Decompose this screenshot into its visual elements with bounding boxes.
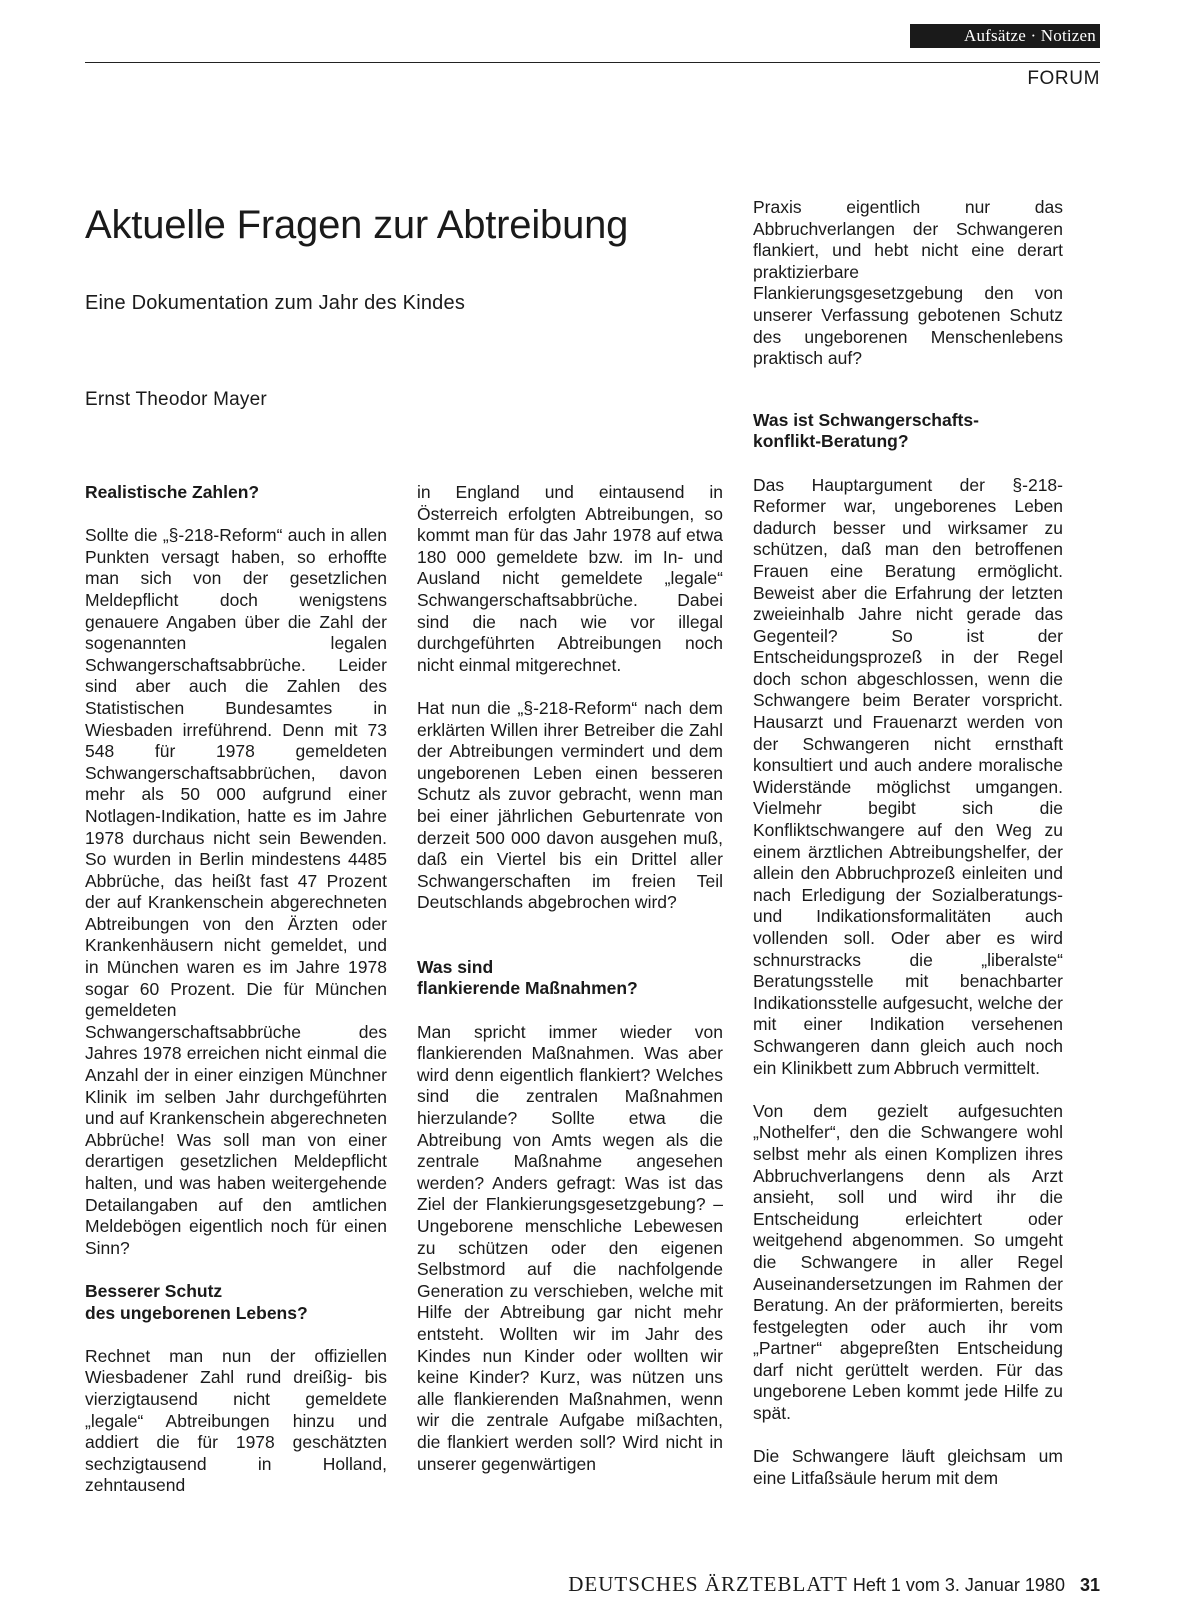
article-subtitle: Eine Dokumentation zum Jahr des Kindes xyxy=(85,292,466,314)
body-paragraph: Rechnet man nun der offiziellen Wiesbadener Zahl rund dreißig- bis vierzigtausend nicht gemeldete „legale“ Abtreibungen hinzu und addiert die für 1978 geschätzten sechzigtausend in Holland, zehntausend xyxy=(85,1345,387,1496)
body-paragraph: Das Hauptargument der §-218-Reformer war, ungeborenes Leben dadurch besser und wirksamer zu schützen, daß man den betroffenen Frauen eine Beratung ermöglicht. Beweist aber die Erfahrung der letzten zweieinhalb Jahre nicht gerade das Gegenteil? So ist der Entscheidungsprozeß in der Regel doch schon abgeschlossen, wenn die Schwangere beim Berater vorspricht. Hausarzt und Frauenarzt werden von der Schwangeren nicht ernsthaft konsultiert und auch andere moralische Widerstände möglichst umgangen. Vielmehr begibt sich die Konfliktschwangere auf den Weg zu einem ärztlichen Abtreibungshelfer, der allein den Abbruchprozeß einleiten und nach Erledigung der Sozialberatungs- und Indikationsformalitäten auch vollenden soll. Oder aber es wird schnurstracks die „liberalste“ Beratungsstelle mit benachbarter Indikationsstelle aufgesucht, welche der mit einer Indikation versehenen Schwangeren dann gleich auch noch ein Klinikbett zum Abbruch vermittelt. xyxy=(753,474,1063,1078)
article-author: Ernst Theodor Mayer xyxy=(85,389,267,410)
header-rule xyxy=(85,62,1100,63)
body-paragraph: Sollte die „§-218-Reform“ auch in allen Punkten versagt haben, so erhoffte man sich von der gesetzlichen Meldepflicht doch wenigstens genauere Angaben über die Zahl der sogenannten legalen Schwangerschaftsabbrüche. Leider sind aber auch die Zahlen des Statistischen Bundesamtes in Wiesbaden irreführend. Denn mit 73 548 für 1978 gemeldeten Schwangerschaftsabbrüchen, davon mehr als 50 000 aufgrund einer Notlagen-Indikation, hatte es im Jahre 1978 durchaus nicht sein Bewenden. So wurden in Berlin mindestens 4485 Abbrüche, das heißt fast 47 Prozent der auf Krankenschein abgerechneten Abtreibungen von den Ärzten oder Krankenhäusern nicht gemeldet, und in München waren es im Jahre 1978 sogar 60 Prozent. Die für München gemeldeten Schwangerschaftsabbrüche des Jahres 1978 erreichen nicht einmal die Anzahl der in einer einzigen Münchner Klinik im selben Jahr durchgeführten und auf Krankenschein abgerechneten Abbrüche! Was soll man von einer derartigen gesetzlichen Meldepflicht halten, und was haben weitergehende Detailangaben auf den amtlichen Meldebögen eigentlich noch für einen Sinn? xyxy=(85,525,387,1258)
heading-line: des ungeborenen Lebens? xyxy=(85,1302,308,1323)
text-column-3 xyxy=(753,197,1063,1511)
forum-label: FORUM xyxy=(1027,68,1100,89)
section-tag: Aufsätze · Notizen xyxy=(910,24,1100,48)
body-paragraph: Praxis eigentlich nur das Abbruchverlangen der Schwangeren flankiert, und hebt nicht eine derart praktizierbare Flankierungsgesetzgebung den von unserer Verfassung gebotenen Schutz des ungeborenen Menschenlebens praktisch auf? xyxy=(753,197,1063,369)
heading-line: flankierende Maßnahmen? xyxy=(417,978,638,999)
heading-line: Besserer Schutz xyxy=(85,1280,223,1301)
section-heading-flankierende-massnahmen xyxy=(417,957,723,1000)
body-paragraph: Hat nun die „§-218-Reform“ nach dem erklärten Willen ihrer Betreiber die Zahl der Abtreibungen vermindert und dem ungeborenen Leben einen besseren Schutz als zuvor gebracht, wenn man bei einer jährlichen Geburtenrate von derzeit 500 000 davon ausgehen muß, daß ein Viertel bis ein Drittel aller Schwangerschaften im freien Teil Deutschlands abgebrochen wird? xyxy=(417,697,723,913)
body-paragraph: Man spricht immer wieder von flankierenden Maßnahmen. Was aber wird denn eigentlich flankiert? Welches sind die zentralen Maßnahmen hierzulande? Sollte etwa die Abtreibung von Amts wegen als die zentrale Maßnahme angesehen werden? Anders gefragt: Was ist das Ziel der Flankierungsgesetzgebung? – Ungeborene menschliche Lebewesen zu schützen oder den eigenen Selbstmord auf die nachfolgende Generation zu verschieben, welche mit Hilfe der Abtreibung gar nicht mehr entsteht. Wollten wir im Jahr des Kindes nun Kinder oder wollten wir keine Kinder? Kurz, was nützen uns alle flankierenden Maßnahmen, wenn wir die zentrale Aufgabe mißachten, die flankiert werden soll? Wird nicht in unserer gegenwärtigen xyxy=(417,1021,723,1474)
body-paragraph: Von dem gezielt aufgesuchten „Nothelfer“, den die Schwangere wohl selbst mehr als einen Komplizen ihres Abbruchverlangens denn als Arzt ansieht, soll und wird ihr die Entscheidung erleichtert oder weitgehend abgenommen. So umgeht die Schwangere in aller Regel Auseinandersetzungen im Rahmen der Beratung. An der präformierten, bereits festgelegten oder auch ihr vom „Partner“ abgepreßten Entscheidung darf nicht gerüttelt werden. Für das ungeborene Leben kommt jede Hilfe zu spät. xyxy=(753,1100,1063,1424)
text-column-2 xyxy=(417,482,723,1497)
section-heading-besserer-schutz xyxy=(85,1281,387,1324)
section-heading-realistische-zahlen: Realistische Zahlen? xyxy=(85,482,260,502)
issue-info: Heft 1 vom 3. Januar 1980 xyxy=(852,1575,1065,1595)
journal-name: DEUTSCHES ÄRZTEBLATT xyxy=(568,1572,848,1596)
text-column-1 xyxy=(85,482,387,1519)
article-title: Aktuelle Fragen zur Abtreibung xyxy=(85,203,629,247)
page-footer xyxy=(568,1572,1100,1597)
body-paragraph: in England und eintausend in Österreich erfolgten Abtreibungen, so kommt man für das Jahr 1978 auf etwa 180 000 gemeldete bzw. im In- und Ausland nicht gemeldete „legale“ Schwangerschaftsabbrüche. Dabei sind die nach wie vor illegal durchgeführten Abtreibungen noch nicht einmal mitgerechnet. xyxy=(417,482,723,675)
page-number: 31 xyxy=(1079,1575,1100,1595)
heading-line: Was ist Schwangerschafts- xyxy=(753,409,979,430)
body-paragraph: Die Schwangere läuft gleichsam um eine Litfaßsäule herum mit dem xyxy=(753,1446,1063,1488)
heading-line: konflikt-Beratung? xyxy=(753,431,909,452)
heading-line: Was sind xyxy=(417,956,494,977)
section-heading-konflikt-beratung xyxy=(753,410,1063,453)
